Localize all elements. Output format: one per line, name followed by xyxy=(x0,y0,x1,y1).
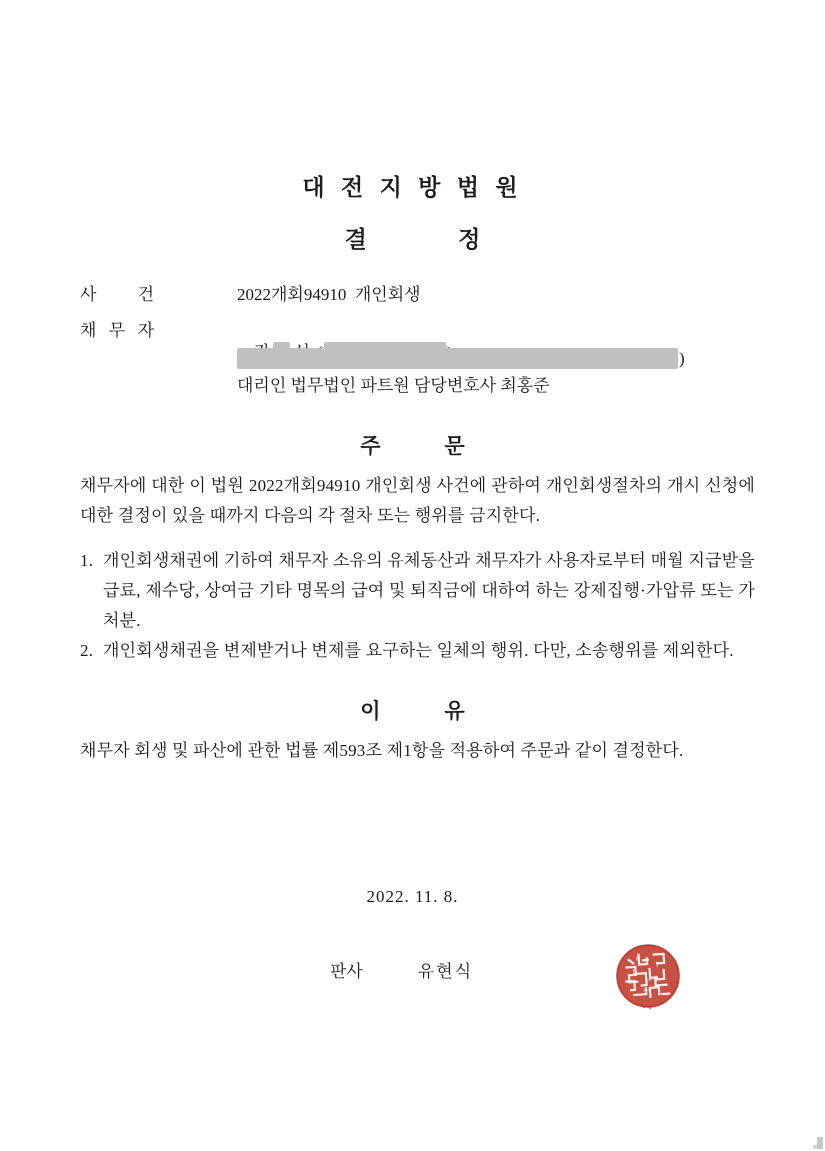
case-label: 사 건 xyxy=(80,285,154,304)
court-name-heading: 대 전 지 방 법 원 xyxy=(302,174,523,200)
order-item-list xyxy=(80,546,755,666)
order-item-number: 2. xyxy=(80,641,94,660)
order-heading: 주 문 xyxy=(360,435,465,458)
order-item-number: 1. xyxy=(80,551,94,570)
order-item-text: 개인회생채권을 변제받거나 변제를 요구하는 일체의 행위. 다만, 소송행위를 제외한다. xyxy=(103,641,734,660)
redaction-box xyxy=(237,348,678,369)
debtor-label: 채 무 자 xyxy=(80,321,154,340)
judge-line xyxy=(330,961,473,983)
page-corner-artifact xyxy=(817,1137,823,1149)
case-number: 2022개회94910 개인회생 xyxy=(237,285,421,304)
debtor-address-line xyxy=(237,348,685,370)
doc-type-heading: 결 정 xyxy=(344,226,481,252)
judge-title: 판사 xyxy=(330,962,363,981)
judge-name: 유현식 xyxy=(417,962,474,981)
reason-heading: 이 유 xyxy=(360,700,465,723)
order-intro-paragraph: 채무자에 대한 이 법원 2022개회94910 개인회생 사건에 관하여 개인회생절차의 개시 신청에 대한 결정이 있을 때까지 다음의 각 절차 또는 행위를 금지한다. xyxy=(80,476,755,525)
reason-paragraph: 채무자 회생 및 파산에 관한 법률 제593조 제1항을 적용하여 주문과 같이 결정한다. xyxy=(80,741,684,760)
order-item-text: 개인회생채권에 기하여 채무자 소유의 유체동산과 채무자가 사용자로부터 매월 지급받을 급료, 제수당, 상여금 기타 명목의 급여 및 퇴직금에 대하여 하는 강제집행·가압류 또는 가처분. xyxy=(103,551,755,630)
order-item xyxy=(80,636,755,666)
paren-close: ) xyxy=(679,349,685,368)
order-item xyxy=(80,546,755,636)
debtor-representative: 대리인 법무법인 파트원 담당변호사 최홍준 xyxy=(237,376,550,395)
judge-seal-icon xyxy=(610,938,687,1015)
decision-date: 2022. 11. 8. xyxy=(366,887,459,906)
